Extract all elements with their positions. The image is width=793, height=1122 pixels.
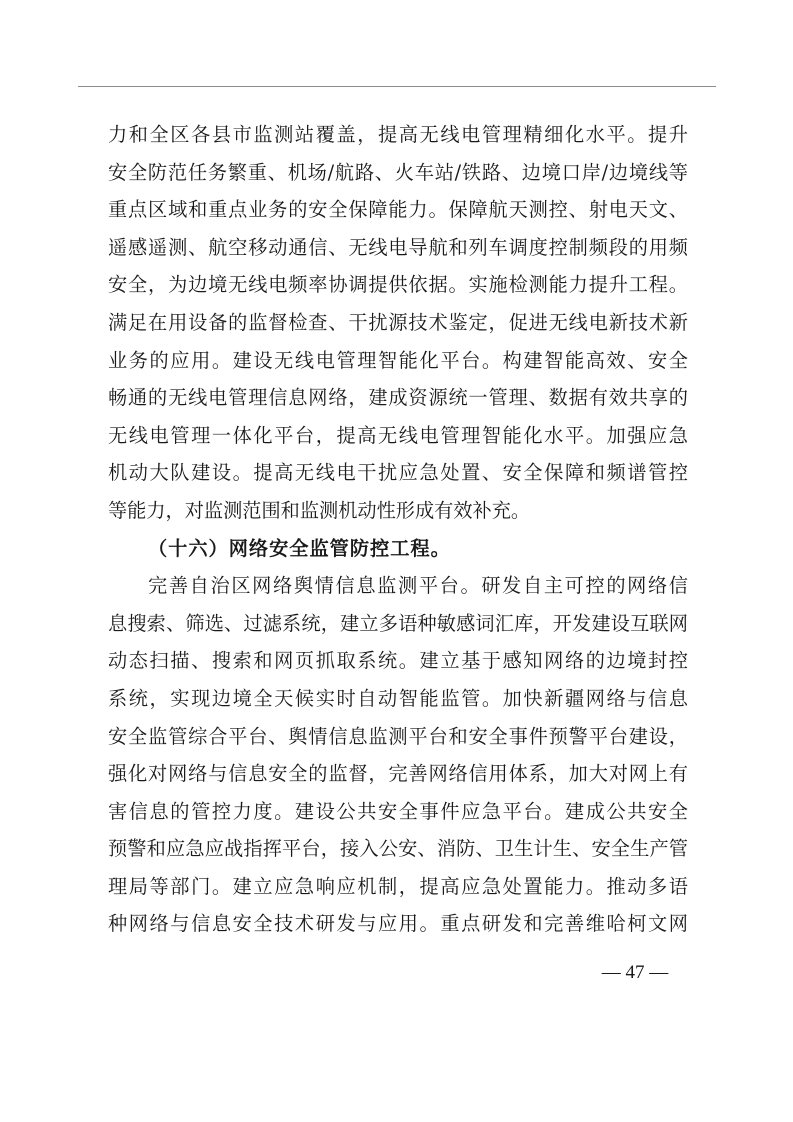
text-line: 满足在用设备的监督检查、干扰源技术鉴定，促进无线电新技术新 (108, 310, 688, 334)
text-line: 预警和应急应战指挥平台，接入公安、消防、卫生计生、安全生产管 (108, 837, 688, 861)
text-line: 遥感遥测、航空移动通信、无线电导航和列车调度控制频段的用频 (108, 235, 688, 259)
text-line: 系统，实现边境全天候实时自动智能监管。加快新疆网络与信息 (108, 686, 688, 710)
text-line: 重点区域和重点业务的安全保障能力。保障航天测控、射电天文、 (108, 198, 688, 222)
header-rule (78, 86, 716, 87)
body-text (108, 116, 688, 943)
text-line: 息搜索、筛选、过滤系统，建立多语种敏感词汇库，开发建设互联网 (108, 611, 688, 635)
text-line: 害信息的管控力度。建设公共安全事件应急平台。建成公共安全 (108, 799, 688, 823)
text-line: 安全，为边境无线电频率协调提供依据。实施检测能力提升工程。 (108, 273, 688, 297)
text-line: 安全防范任务繁重、机场/航路、火车站/铁路、边境口岸/边境线等 (108, 160, 688, 184)
text-line: 安全监管综合平台、舆情信息监测平台和安全事件预警平台建设， (108, 724, 688, 748)
text-line: 种网络与信息安全技术研发与应用。重点研发和完善维哈柯文网 (108, 912, 688, 936)
text-line: 机动大队建设。提高无线电干扰应急处置、安全保障和频谱管控 (108, 461, 688, 485)
text-line: 动态扫描、搜索和网页抓取系统。建立基于感知网络的边境封控 (108, 649, 688, 673)
text-line: 等能力，对监测范围和监测机动性形成有效补充。 (108, 498, 531, 522)
text-line: 强化对网络与信息安全的监督，完善网络信用体系，加大对网上有 (108, 762, 688, 786)
text-line: 无线电管理一体化平台，提高无线电管理智能化水平。加强应急 (108, 423, 688, 447)
text-line: 理局等部门。建立应急响应机制，提高应急处置能力。推动多语 (108, 874, 688, 898)
page-number: — 47 — (601, 962, 669, 983)
section-heading: （十六）网络安全监管防控工程。 (148, 536, 451, 560)
text-line: 完善自治区网络舆情信息监测平台。研发自主可控的网络信 (148, 574, 688, 598)
text-line: 业务的应用。建设无线电管理智能化平台。构建智能高效、安全 (108, 348, 688, 372)
text-line: 畅通的无线电管理信息网络，建成资源统一管理、数据有效共享的 (108, 386, 688, 410)
text-line: 力和全区各县市监测站覆盖，提高无线电管理精细化水平。提升 (108, 123, 688, 146)
